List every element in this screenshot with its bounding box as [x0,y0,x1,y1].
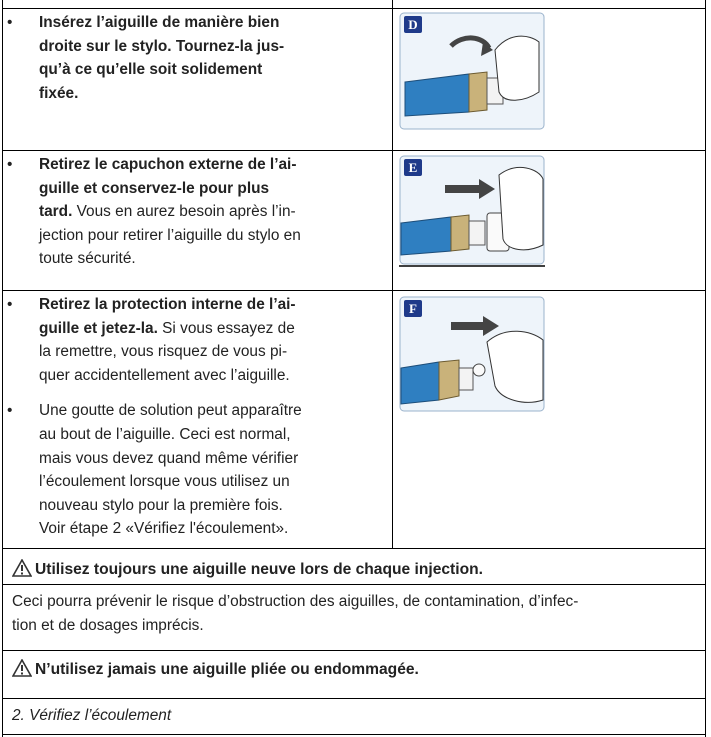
bullet: • [7,14,13,31]
line: Ceci pourra prévenir le risque d’obstruction des aiguilles, de contamination, d’infec- [12,593,579,610]
line: droite sur le stylo. Tournez-la jus- [39,37,285,55]
bullet: • [7,156,13,173]
step-e-text [7,153,355,271]
figure-d [399,12,545,130]
line: guille et jetez-la. [39,319,158,337]
row-divider [3,290,705,291]
bullet: • [7,402,13,420]
line: toute sécurité. [39,250,136,268]
line: qu’à ce qu’elle soit solidement [39,61,263,79]
column-divider [392,290,393,548]
column-divider [392,150,393,290]
next-step-heading: 2. Vérifiez l’écoulement [12,707,172,724]
warning-new-needle [12,559,483,582]
line: Insérez l’aiguille de manière bien [39,14,280,31]
warning-body [12,590,702,638]
line: tard. [39,203,73,221]
warning-triangle-icon [12,659,32,682]
column-divider [392,0,393,150]
line: l’écoulement lorsque vous utilisez un [39,473,290,491]
row-divider [3,8,705,9]
line: guille et conservez-le pour plus [39,179,270,197]
warning-triangle-icon [12,559,32,582]
figure-label: F [409,301,417,316]
figure-label: D [408,17,418,32]
instruction-table [2,0,706,737]
line: Vous en aurez besoin après l’in- [72,203,296,221]
figure-f [399,296,545,414]
line: Retirez le capuchon externe de l’ai- [39,156,297,173]
figure-e [399,155,545,267]
line: mais vous devez quand même vérifier [39,449,299,467]
line: Retirez la protection interne de l’ai- [39,296,296,313]
row-divider [3,548,705,549]
row-divider [3,650,705,651]
line: Si vous essayez de [157,319,295,337]
line: Une goutte de solution peut apparaître [39,402,302,420]
warning-title: Utilisez toujours une aiguille neuve lors de chaque injection. [35,561,483,578]
warning-title: N’utilisez jamais une aiguille pliée ou endommagée. [35,661,419,678]
step-d-text [7,11,355,105]
bullet: • [7,296,13,313]
warning-damaged-needle [12,659,419,682]
line: au bout de l’aiguille. Ceci est normal, [39,425,291,443]
line: quer accidentellement avec l’aiguille. [39,366,290,384]
line: Voir étape 2 «Vérifiez l'écoulement». [39,520,289,538]
line: la remettre, vous risquez de vous pi- [39,343,288,361]
figure-label: E [408,160,418,175]
line: fixée. [39,84,79,102]
row-divider [3,698,705,699]
line: nouveau stylo pour la première fois. [39,496,283,514]
row-divider [3,734,705,735]
row-divider [3,584,705,585]
line: jection pour retirer l’aiguille du stylo en [39,226,301,244]
line: tion et de dosages imprécis. [12,617,204,634]
row-divider [3,150,705,151]
step-f-text [7,293,355,541]
